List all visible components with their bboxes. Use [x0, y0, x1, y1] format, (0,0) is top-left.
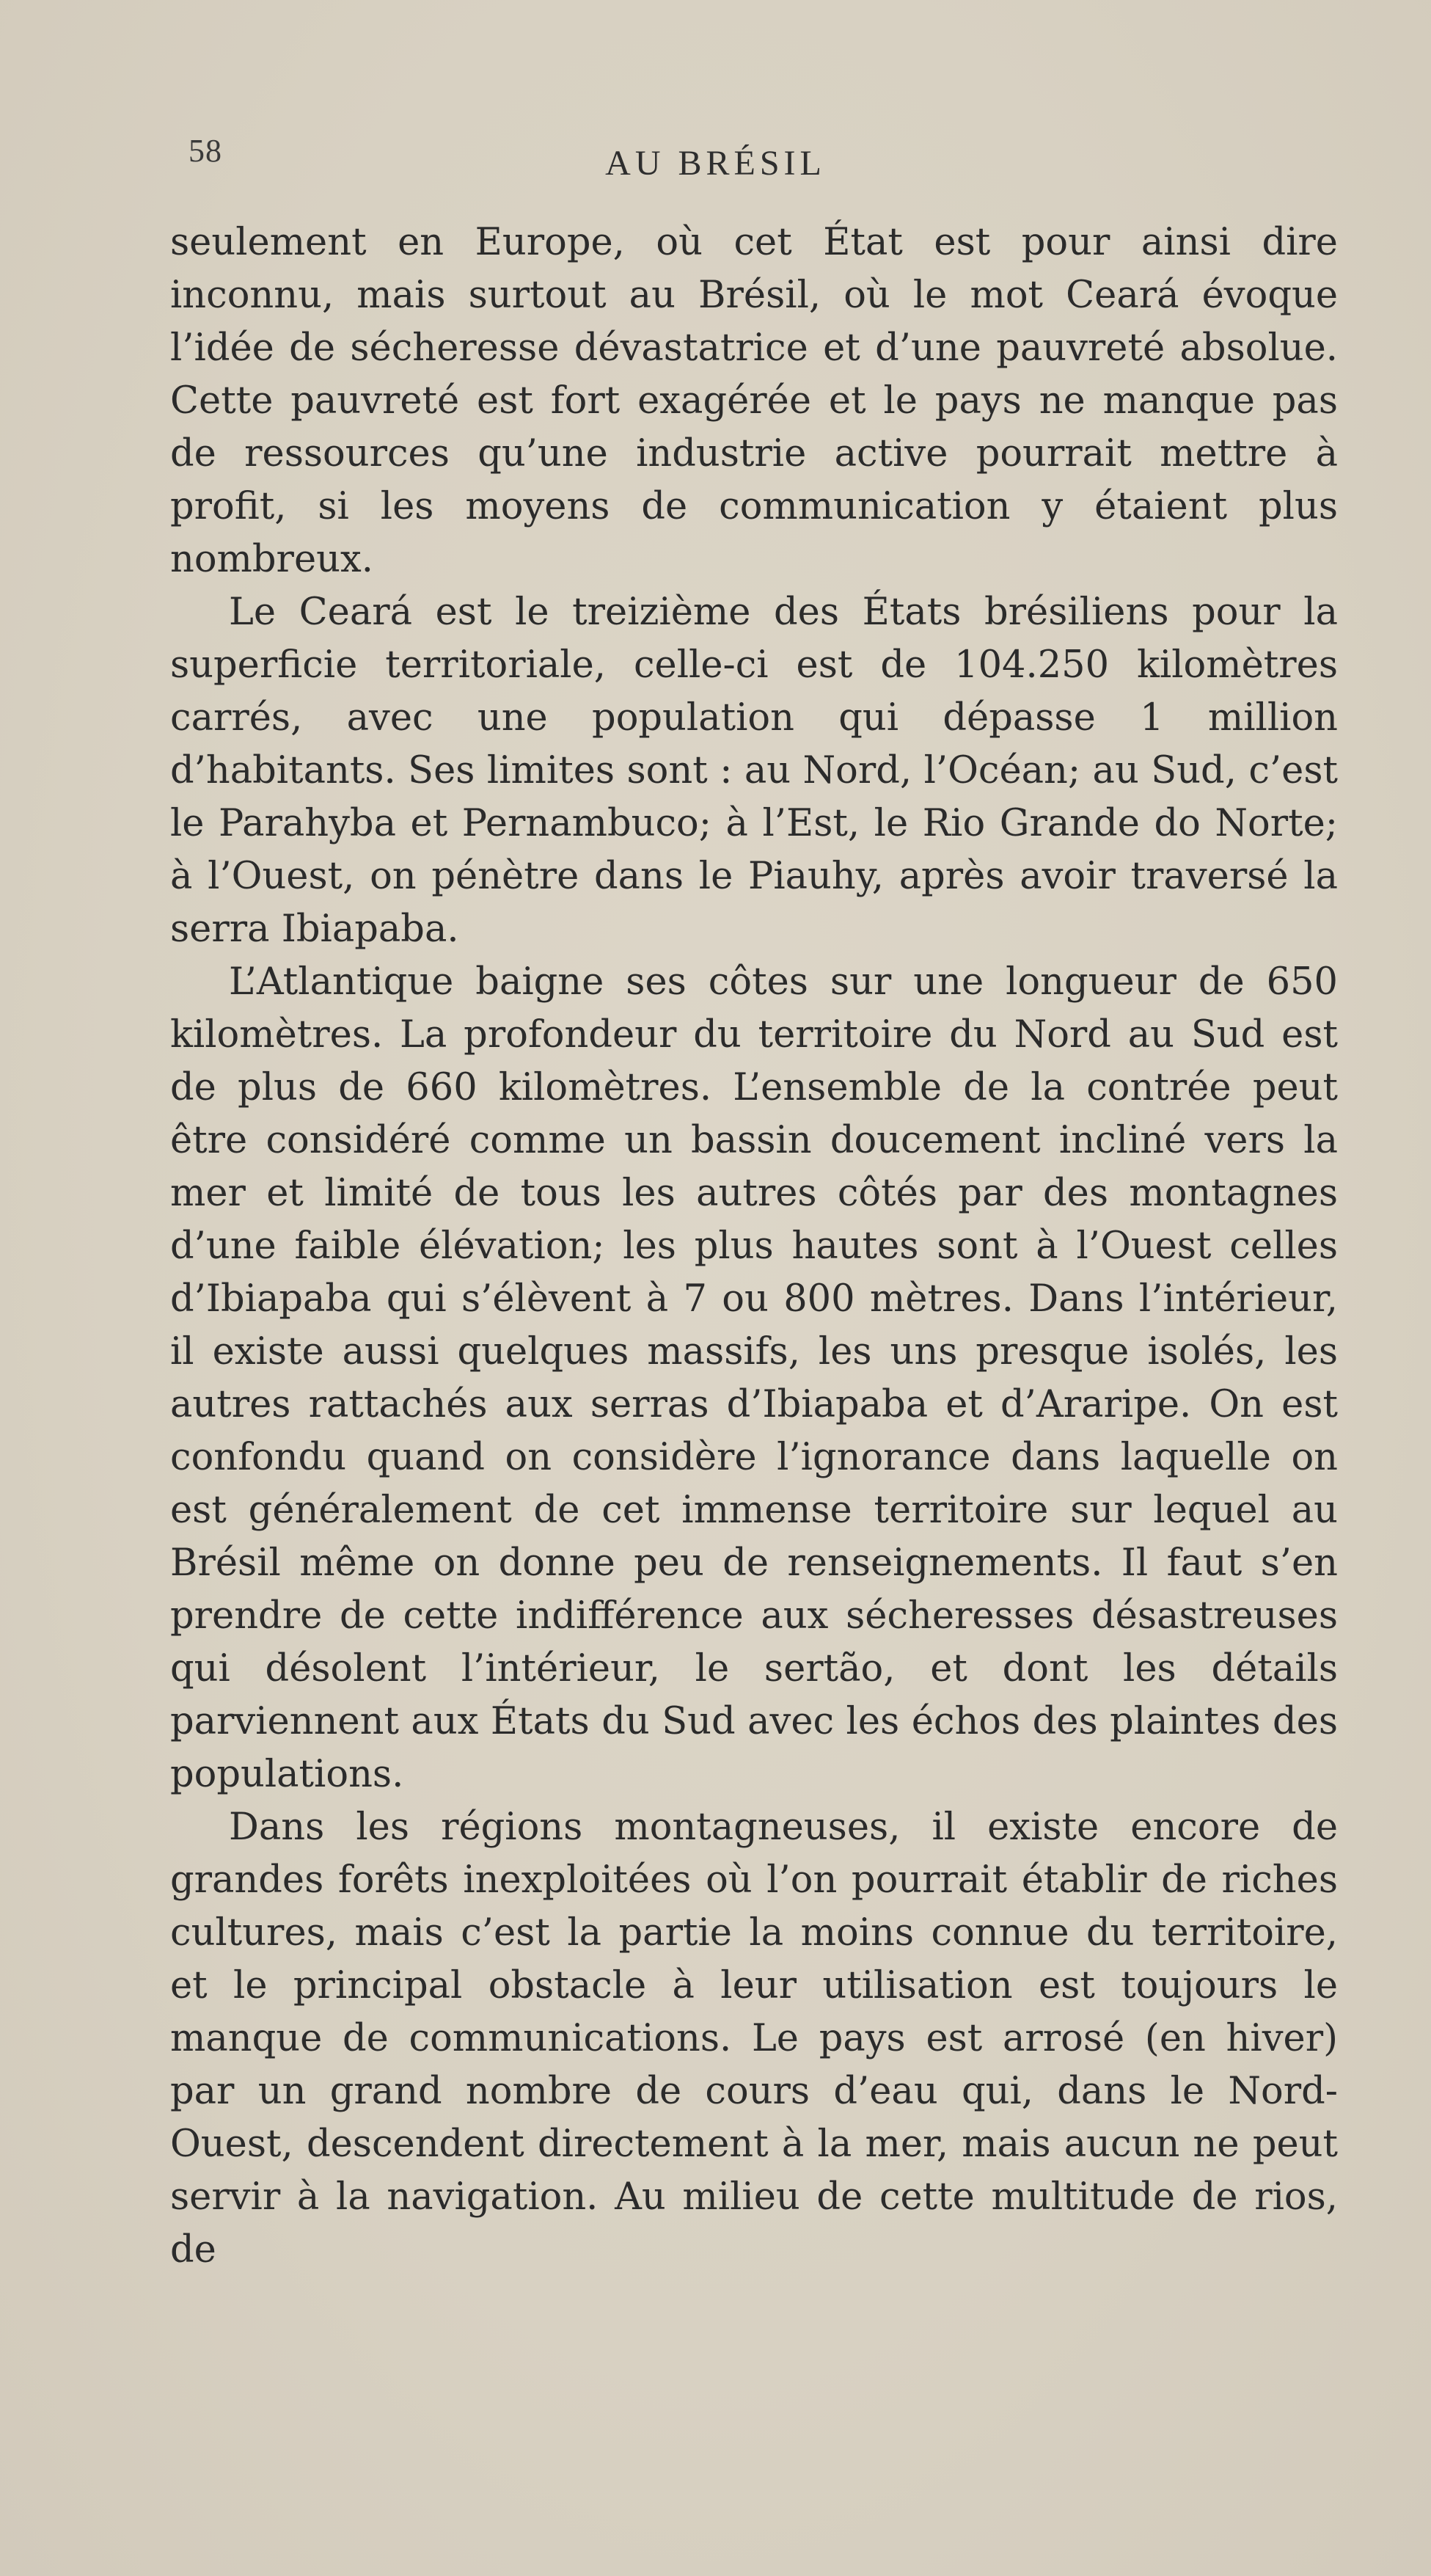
running-title: AU BRÉSIL: [605, 144, 826, 183]
paragraph-3: L’Atlantique baigne ses côtes sur une longueur de 650 kilomètres. La profondeur du territoire du Nord au Sud est de plus de 660 kilomètres. L’ensemble de la contrée peut être considéré comme un bassin doucement incliné vers la mer et limité de tous les autres côtés par des montagnes d’une faible élévation; les plus hautes sont à l’Ouest celles d’Ibiapaba qui s’élèvent à 7 ou 800 mètres. Dans l’intérieur, il existe aussi quelques massifs, les uns presque isolés, les autres rattachés aux serras d’Ibiapaba et d’Araripe. On est confondu quand on considère l’ignorance dans laquelle on est généralement de cet immense territoire sur lequel au Brésil même on donne peu de renseignements. Il faut s’en prendre de cette indifférence aux sécheresses désastreuses qui désolent l’intérieur, le sertão, et dont les détails parviennent aux États du Sud avec les échos des plaintes des populations.: [170, 960, 1338, 1796]
paragraph-2: Le Ceará est le treizième des États brésiliens pour la superficie territoriale, celle-ci est de 104.250 kilomètres carrés, avec une population qui dépasse 1 million d’habitants. Ses limites sont : au Nord, l’Océan; au Sud, c’est le Parahyba et Pernambuco; à l’Est, le Rio Grande do Norte; à l’Ouest, on pénètre dans le Piauhy, après avoir traversé la serra Ibiapaba.: [170, 591, 1338, 951]
paragraph-4: Dans les régions montagneuses, il existe encore de grandes forêts inexploitées où l’on pourrait établir de riches cultures, mais c’est la partie la moins connue du territoire, et le principal obstacle à leur utilisation est toujours le manque de communications. Le pays est arrosé (en hiver) par un grand nombre de cours d’eau qui, dans le Nord-Ouest, descendent directement à la mer, mais aucun ne peut servir à la navigation. Au milieu de cette multitude de rios, de: [170, 1806, 1338, 2272]
page-number: 58: [189, 133, 222, 169]
body-text: [170, 216, 1338, 2277]
paragraph-1: seulement en Europe, où cet État est pour ainsi dire inconnu, mais surtout au Brésil, où le mot Ceará évoque l’idée de sécheresse dévastatrice et d’une pauvreté absolue. Cette pauvreté est fort exagérée et le pays ne manque pas de ressources qu’une industrie active pourrait mettre à profit, si les moyens de communication y étaient plus nombreux.: [170, 221, 1338, 581]
